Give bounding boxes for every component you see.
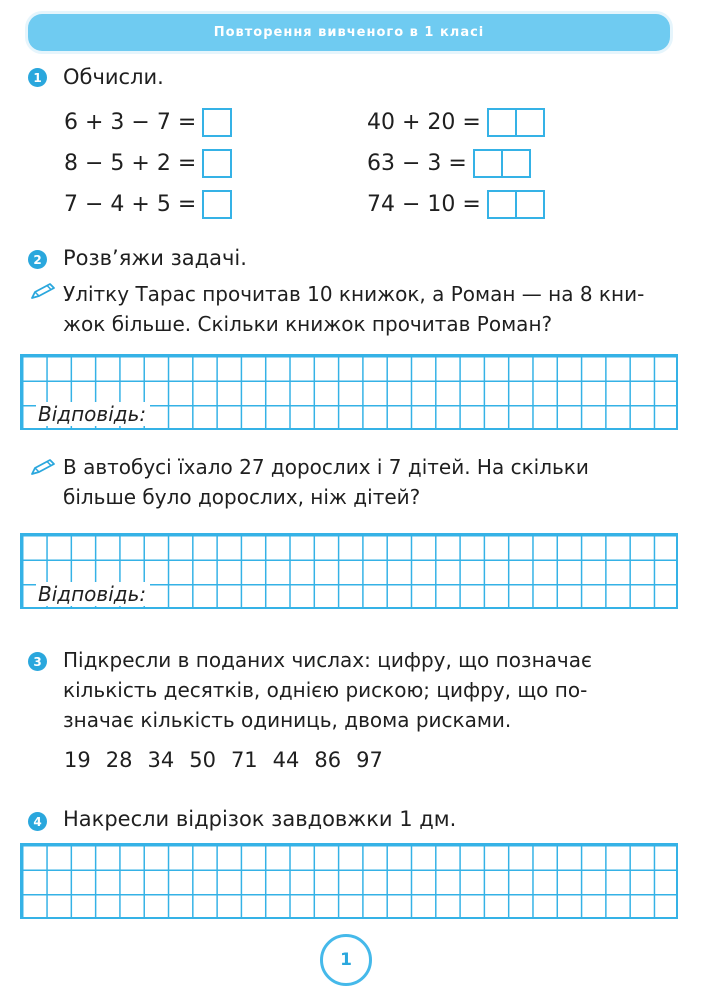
task-3-text: Підкресли в поданих числах: цифру, що позначає кількість десятків, однією рискою; цифру, що по- значає кількість одиниць, двома рисками. (63, 648, 592, 732)
task-1-left-equations (64, 102, 232, 225)
section-banner (28, 14, 670, 51)
pencil-icon (30, 458, 56, 476)
problem-1-answer-label: Відповідь: (36, 402, 150, 426)
answer-box[interactable] (202, 149, 232, 178)
equation-expression: 6 + 3 − 7 = (64, 109, 197, 135)
pencil-icon (30, 282, 56, 300)
answer-boxes (202, 149, 232, 178)
answer-box[interactable] (487, 190, 517, 219)
number-item: 44 (272, 748, 300, 772)
answer-boxes (202, 108, 232, 137)
equation-expression: 8 − 5 + 2 = (64, 150, 197, 176)
task-3-numbers (64, 745, 398, 775)
answer-box[interactable] (487, 108, 517, 137)
answer-box[interactable] (501, 149, 531, 178)
answer-box[interactable] (202, 108, 232, 137)
equation-row (367, 184, 545, 225)
answer-boxes (473, 149, 531, 178)
task-1-number-badge: 1 (28, 68, 47, 87)
problem-2-text: В автобусі їхало 27 дорослих і 7 дітей. На скільки більше було дорослих, ніж дітей? (63, 455, 589, 509)
section-title: Повторення вивченого в 1 класі (213, 25, 485, 40)
equation-row (64, 102, 232, 143)
answer-boxes (487, 190, 545, 219)
answer-boxes (487, 108, 545, 137)
task-1-heading: Обчисли. (63, 65, 164, 89)
task-4-drawing-grid[interactable] (20, 843, 678, 919)
number-item: 86 (314, 748, 342, 772)
answer-box[interactable] (473, 149, 503, 178)
problem-1-text: Улітку Тарас прочитав 10 книжок, а Роман — на 8 кни- жок більше. Скільки книжок прочитав Роман? (63, 282, 645, 336)
problem-2-answer-label: Відповідь: (36, 582, 150, 606)
number-item: 19 (64, 748, 91, 772)
equation-row (367, 143, 545, 184)
task-1-right-equations (367, 102, 545, 225)
number-item: 97 (356, 748, 383, 772)
equation-expression: 7 − 4 + 5 = (64, 191, 197, 217)
equation-row (64, 184, 232, 225)
equation-expression: 74 − 10 = (367, 191, 481, 217)
task-2-number-badge: 2 (28, 250, 47, 269)
answer-box[interactable] (515, 190, 545, 219)
answer-boxes (202, 190, 232, 219)
number-item: 34 (147, 748, 175, 772)
answer-box[interactable] (202, 190, 232, 219)
task-2-heading: Розв’яжи задачі. (63, 246, 247, 270)
task-4-number-badge: 4 (28, 812, 47, 831)
equation-expression: 63 − 3 = (367, 150, 467, 176)
equation-expression: 40 + 20 = (367, 109, 481, 135)
task-3-number-badge: 3 (28, 652, 47, 671)
answer-box[interactable] (515, 108, 545, 137)
number-item: 71 (230, 748, 258, 772)
equation-row (64, 143, 232, 184)
number-item: 50 (189, 748, 216, 772)
page-number: 1 (320, 934, 372, 986)
number-item: 28 (105, 748, 133, 772)
equation-row (367, 102, 545, 143)
task-4-heading: Накресли відрізок завдовжки 1 дм. (63, 807, 457, 831)
